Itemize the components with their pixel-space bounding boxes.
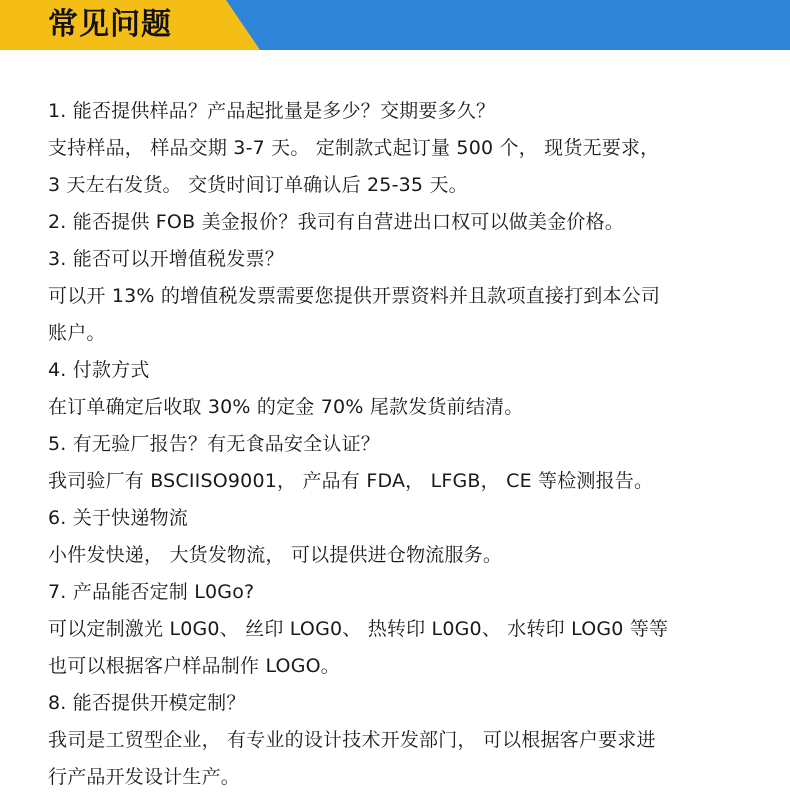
page-title: 常见问题 (48, 7, 172, 42)
faq-content (48, 93, 778, 796)
faq-question-3: 3. 能否可以开增值税发票？ (48, 248, 284, 270)
faq-question-5: 5. 有无验厂报告？有无食品安全认证？ (48, 433, 380, 455)
faq-answer-6: 小件发快递， 大货发物流， 可以提供进仓物流服务。 (48, 544, 503, 566)
faq-answer-8-line-1: 我司是工贸型企业， 有专业的设计技术开发部门， 可以根据客户要求进 (48, 729, 656, 751)
faq-question-2: 2. 能否提供 FOB 美金报价？我司有自营进出口权可以做美金价格。 (48, 211, 624, 233)
header-banner (0, 0, 790, 50)
faq-answer-8-line-2: 行产品开发设计生产。 (48, 766, 241, 788)
faq-question-7: 7. 产品能否定制 L0Go? (48, 581, 255, 603)
faq-question-4: 4. 付款方式 (48, 359, 150, 381)
faq-answer-7-line-1: 可以定制激光 L0G0、 丝印 LOG0、 热转印 L0G0、 水转印 LOG0 等等 (48, 618, 669, 640)
faq-question-8: 8. 能否提供开模定制？ (48, 692, 246, 714)
faq-answer-1-line-2: 3 天左右发货。 交货时间订单确认后 25-35 天。 (48, 174, 468, 196)
faq-answer-4: 在订单确定后收取 30% 的定金 70% 尾款发货前结清。 (48, 396, 524, 418)
faq-question-1: 1. 能否提供样品？产品起批量是多少？交期要多久？ (48, 100, 496, 122)
faq-answer-1-line-1: 支持样品， 样品交期 3-7 天。 定制款式起订量 500 个， 现货无要求， (48, 137, 660, 159)
faq-question-6: 6. 关于快递物流 (48, 507, 188, 529)
faq-answer-3-line-1: 可以开 13% 的增值税发票需要您提供开票资料并且款项直接打到本公司 (48, 285, 661, 307)
faq-answer-7-line-2: 也可以根据客户样品制作 LOGO。 (48, 655, 340, 677)
faq-answer-5: 我司验厂有 BSCIISO9001， 产品有 FDA， LFGB， CE 等检测报告。 (48, 470, 654, 492)
faq-answer-3-line-2: 账户。 (48, 322, 106, 344)
